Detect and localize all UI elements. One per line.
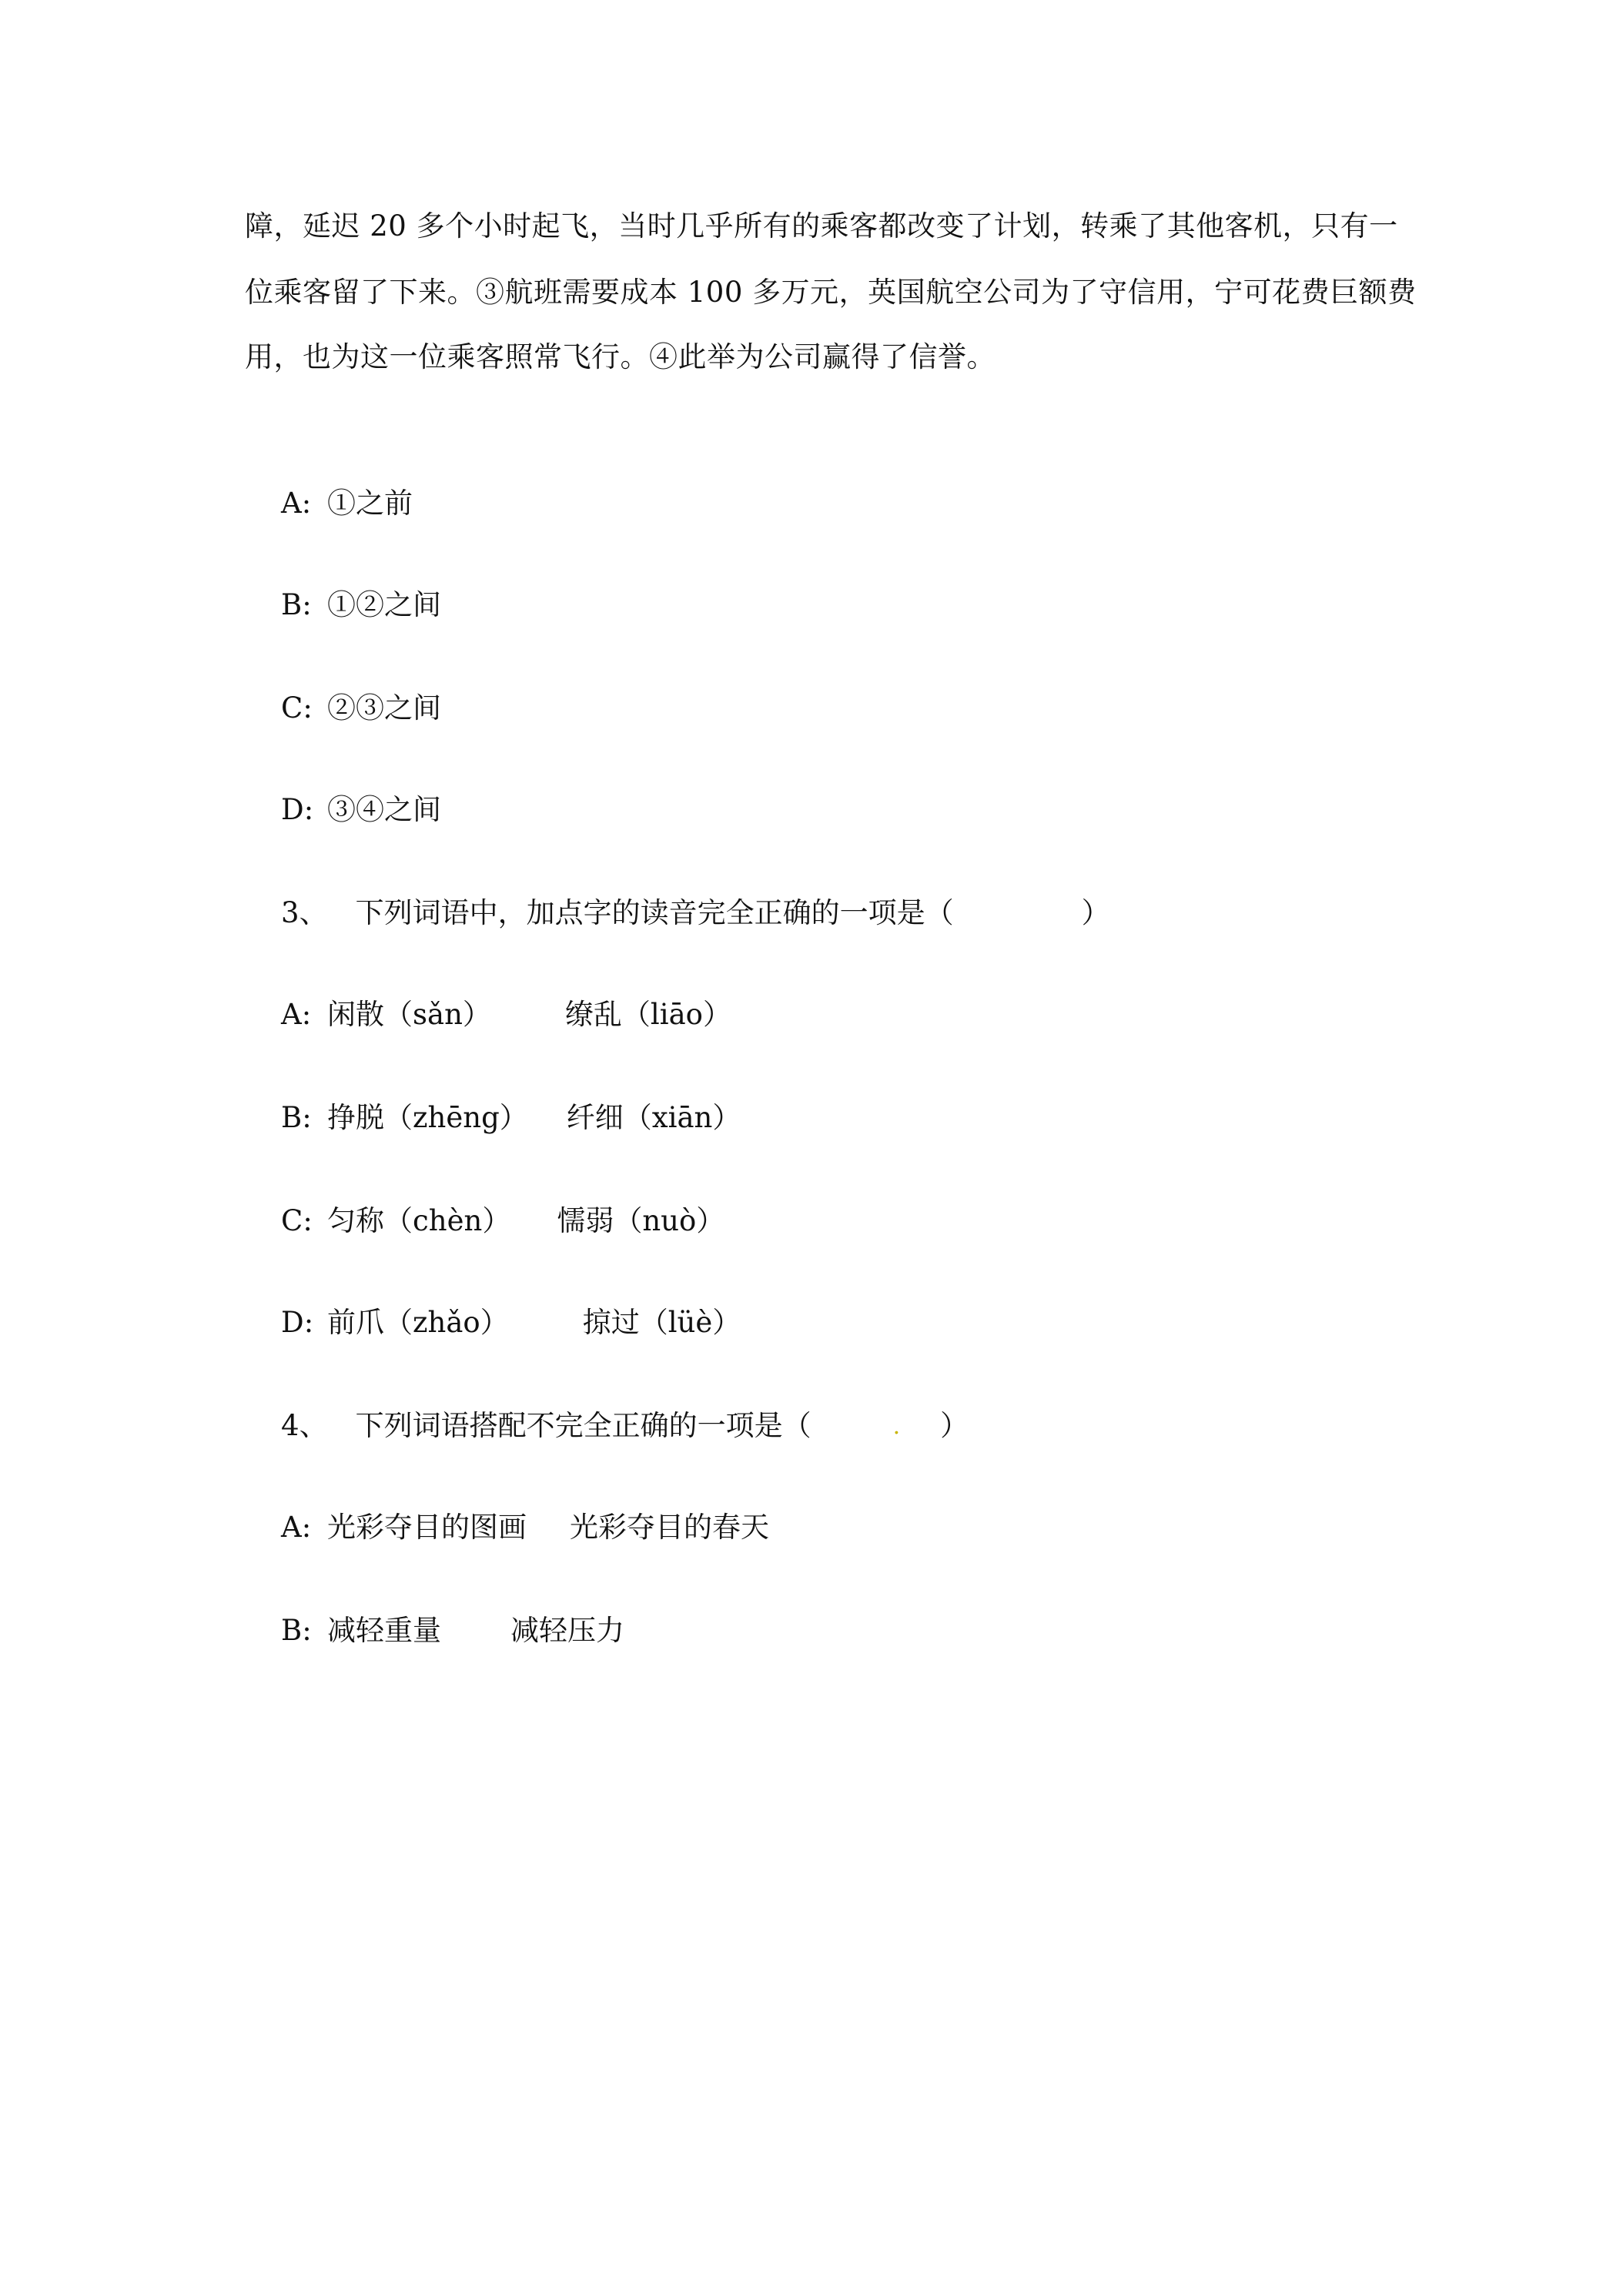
option-text: ②③之间 bbox=[327, 691, 442, 725]
q2-option-b bbox=[245, 545, 441, 665]
option-label: B: bbox=[281, 1614, 312, 1647]
option-right: 掠过（lüè） bbox=[582, 1306, 741, 1339]
option-label: B: bbox=[281, 588, 312, 621]
passage-line-1: 障，延迟 20 多个小时起飞，当时几乎所有的乘客都改变了计划，转乘了其他客机，只有一 bbox=[245, 209, 1398, 243]
option-label: A: bbox=[281, 487, 312, 520]
option-right: 减轻压力 bbox=[510, 1614, 625, 1647]
emphasis-dot: . bbox=[892, 1413, 901, 1440]
question-number: 3、 bbox=[281, 896, 328, 929]
option-label: D: bbox=[281, 793, 314, 826]
passage-line-2: 位乘客留了下来。③航班需要成本 100 多万元，英国航空公司为了守信用，宁可花费巨额费 bbox=[245, 276, 1417, 309]
option-label: D: bbox=[281, 1306, 314, 1339]
option-left: 挣脱（zhēng） bbox=[327, 1101, 528, 1134]
option-left: 前爪（zhǎo） bbox=[327, 1306, 509, 1339]
question-number: 4、 bbox=[281, 1409, 328, 1442]
option-right: 纤细（xiān） bbox=[566, 1101, 741, 1134]
question-stem: 下列词语搭配不完全正确的一项是（ bbox=[355, 1409, 812, 1442]
option-left: 减轻重量 bbox=[327, 1614, 442, 1647]
passage-line-3: 用，也为这一位乘客照常飞行。④此举为公司赢得了信誉。 bbox=[245, 340, 996, 373]
q3-option-a bbox=[245, 955, 731, 1075]
option-text: ①②之间 bbox=[327, 588, 442, 621]
option-label: A: bbox=[281, 998, 312, 1031]
option-text: ①之前 bbox=[327, 487, 413, 520]
q4-option-b bbox=[245, 1571, 624, 1691]
option-text: ③④之间 bbox=[327, 793, 442, 826]
question-stem: 下列词语中，加点字的读音完全正确的一项是（ bbox=[355, 896, 954, 929]
option-left: 闲散（sǎn） bbox=[327, 998, 491, 1031]
option-left: 匀称（chèn） bbox=[327, 1204, 511, 1237]
option-label: B: bbox=[281, 1101, 312, 1134]
option-label: A: bbox=[281, 1511, 312, 1544]
q4-option-a bbox=[245, 1468, 769, 1588]
option-label: C: bbox=[281, 1204, 313, 1237]
option-right: 懦弱（nuò） bbox=[557, 1204, 725, 1237]
option-right: 缭乱（liāo） bbox=[564, 998, 731, 1031]
option-label: C: bbox=[281, 691, 313, 725]
q2-option-d bbox=[245, 750, 441, 870]
option-left: 光彩夺目的图画 bbox=[327, 1511, 527, 1544]
q3-option-d bbox=[245, 1263, 741, 1383]
question-close-paren: ） bbox=[940, 1409, 969, 1442]
question-close-paren: ） bbox=[1081, 896, 1110, 929]
q3-option-b bbox=[245, 1058, 741, 1178]
option-right: 光彩夺目的春天 bbox=[570, 1511, 770, 1544]
